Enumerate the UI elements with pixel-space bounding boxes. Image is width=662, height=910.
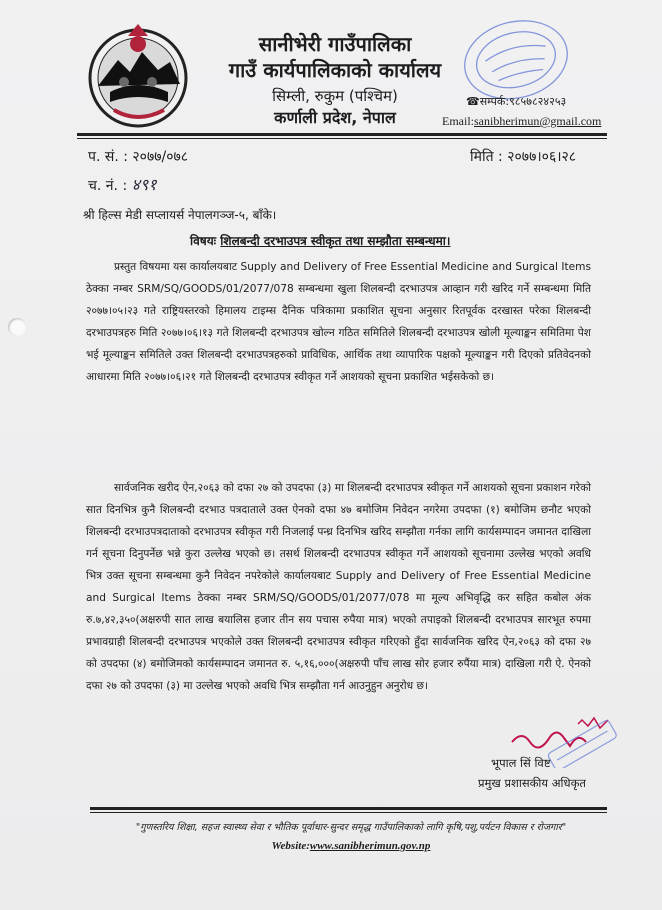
punch-hole xyxy=(8,318,26,336)
phone-number: ९८५७८२४२५३ xyxy=(509,95,567,108)
email-link[interactable]: sanibherimun@gmail.com xyxy=(474,114,602,128)
letter-cn: च. नं. : ४९१ xyxy=(88,175,157,194)
province: कर्णाली प्रदेश, नेपाल xyxy=(274,108,396,127)
signatory-name: भूपाल सिं विष्ट xyxy=(491,756,551,770)
recipient: श्री हिल्स मेडी सप्लायर्स नेपालगञ्ज-५, बाँके। xyxy=(83,208,277,222)
paragraph-1: प्रस्तुत विषयमा यस कार्यालयबाट Supply and Delivery of Free Essential Medicine and Surgical Items ठेक्का नम्बर SRM/SQ/GOODS/01/2077/078 सम्बन्धमा खुला शिलबन्दी दरभाउपत्र आव्हान गरी खरिद गर्ने सम्बन्धमा मिति २०७७।०५।२३ गते राष्ट्रियस्तरको हिमालय टाइम्स दैनिक पत्रिकामा प्रकाशित सूचना अनुसार रितपूर्वक दरखास्त परेका शिलबन्दी दरभाउपत्रहरु मिति २०७७।०६।१३ गते शिलबन्दी दरभाउपत्र खोल्न गठित समितिले शिलबन्दी दरभाउपत्र खोली मूल्याङ्कन समितिमा पेश भई मूल्याङ्कन समितिले उक्त शिलबन्दी दरभाउपत्रहरुको प्राविधिक, आर्थिक तथा व्यापारिक पक्षको मूल्याङ्कन गरी दिएको प्रतिवेदनको आधारमा मिति २०७७।०६।२१ गते शिलबन्दी दरभाउपत्र स्वीकृत गर्ने आशयको सूचना प्रकाशित भईसकेको छ। xyxy=(86,261,591,383)
phone-contact: ☎सम्पर्क:९८५७८२४२५३ xyxy=(466,95,567,108)
header-divider-thin xyxy=(77,138,607,139)
header-divider xyxy=(77,133,607,136)
office-name: गाउँ कार्यपालिकाको कार्यालय xyxy=(228,58,442,82)
footer-divider xyxy=(90,807,607,810)
paragraph-2: सार्वजनिक खरीद ऐन,२०६३ को दफा २७ को उपदफा (३) मा शिलबन्दी दरभाउपत्र स्वीकृत गर्ने आशयको सूचना प्रकाशन गरेको सात दिनभित्र कुनै शिलबन्दी दरभाउ पत्रदाताले उक्त ऐनको दफा ४७ बमोजिम निवेदन नगरेमा उपदफा (१) बमोजिम छनौट भएको शिलबन्दी दरभाउपत्रदाताको दरभाउपत्र स्वीकृत गरी निजलाई पन्ध्र दिनभित्र खरिद सम्झौता गर्नका लागि कार्यसम्पादन जमानत दाखिला गर्न सूचना दिनुपर्नेछ भन्ने कुरा उल्लेख भएको छ। तसर्थ शिलबन्दी दरभाउपत्र स्वीकृत गर्ने आशयको सूचनामा उल्लेख भएको अवधि भित्र उक्त सूचना सम्बन्धमा कुनै निवेदन नपरेकोले कार्यालयबाट Supply and Delivery of Free Essential Medicine and Surgical Items ठेक्का नम्बर SRM/SQ/GOODS/01/2077/078 मा मूल्य अभिवृद्धि कर सहित कबोल अंक रु.७,४२,३५०(अक्षरुपी सात लाख बयालिस हजार तीन सय पचास रुपैया मात्र) भएको तपाइको शिलबन्दी दरभाउपत्र सारभूत रुपमा प्रभावग्राही शिलबन्दी दरभाउपत्र भएकोले उक्त शिलबन्दी दरभाउपत्र स्वीकृत गरिएको हुँदा सार्वजनिक खरिद ऐन,२०६३ को दफा २७ को उपदफा (४) बमोजिमको कार्यसम्पादन जमानत रु. ५,१६,०००(अक्षरुपी पाँच लाख सोर हजार रुपैंया मात्र) दाखिला गरी ऐ. ऐनको दफा २७ को उपदफा (३) मा उल्लेख भएको अवधि भित्र सम्झौता गर्न आउनुहुन अनुरोध छ। xyxy=(86,482,591,692)
signatory-title: प्रमुख प्रशासकीय अधिकृत xyxy=(478,776,586,790)
nepal-emblem-icon xyxy=(84,22,192,130)
office-address: सिम्ली, रुकुम (पश्चिम) xyxy=(272,87,398,105)
org-name: सानीभेरी गाउँपालिका xyxy=(258,32,412,56)
phone-icon: ☎ xyxy=(466,95,480,108)
footer-divider-thin xyxy=(90,812,607,813)
office-stamp-icon xyxy=(456,14,574,106)
letter-date: मिति : २०७७।०६।२८ xyxy=(470,149,577,165)
website-link[interactable]: www.sanibherimun.gov.np xyxy=(309,840,431,852)
email-contact: Email:sanibherimun@gmail.com xyxy=(442,114,602,128)
cn-handwritten: ४९१ xyxy=(131,175,157,194)
footer-slogan: "गुणस्तरिय शिक्षा, सहज स्वास्थ्य सेवा र भौतिक पूर्वाधार-सुन्दर समृद्ध गाउँपालिकाको लागि कृषि,पशु,पर्यटन विकास र रोजगार" xyxy=(135,822,567,833)
letter-ps: प. सं. : २०७७/०७८ xyxy=(88,149,189,165)
subject-line: विषयः शिलबन्दी दरभाउपत्र स्वीकृत तथा सम्झौता सम्बन्धमा। xyxy=(190,234,451,248)
footer-website: Website:www.sanibherimun.gov.np xyxy=(271,840,431,852)
